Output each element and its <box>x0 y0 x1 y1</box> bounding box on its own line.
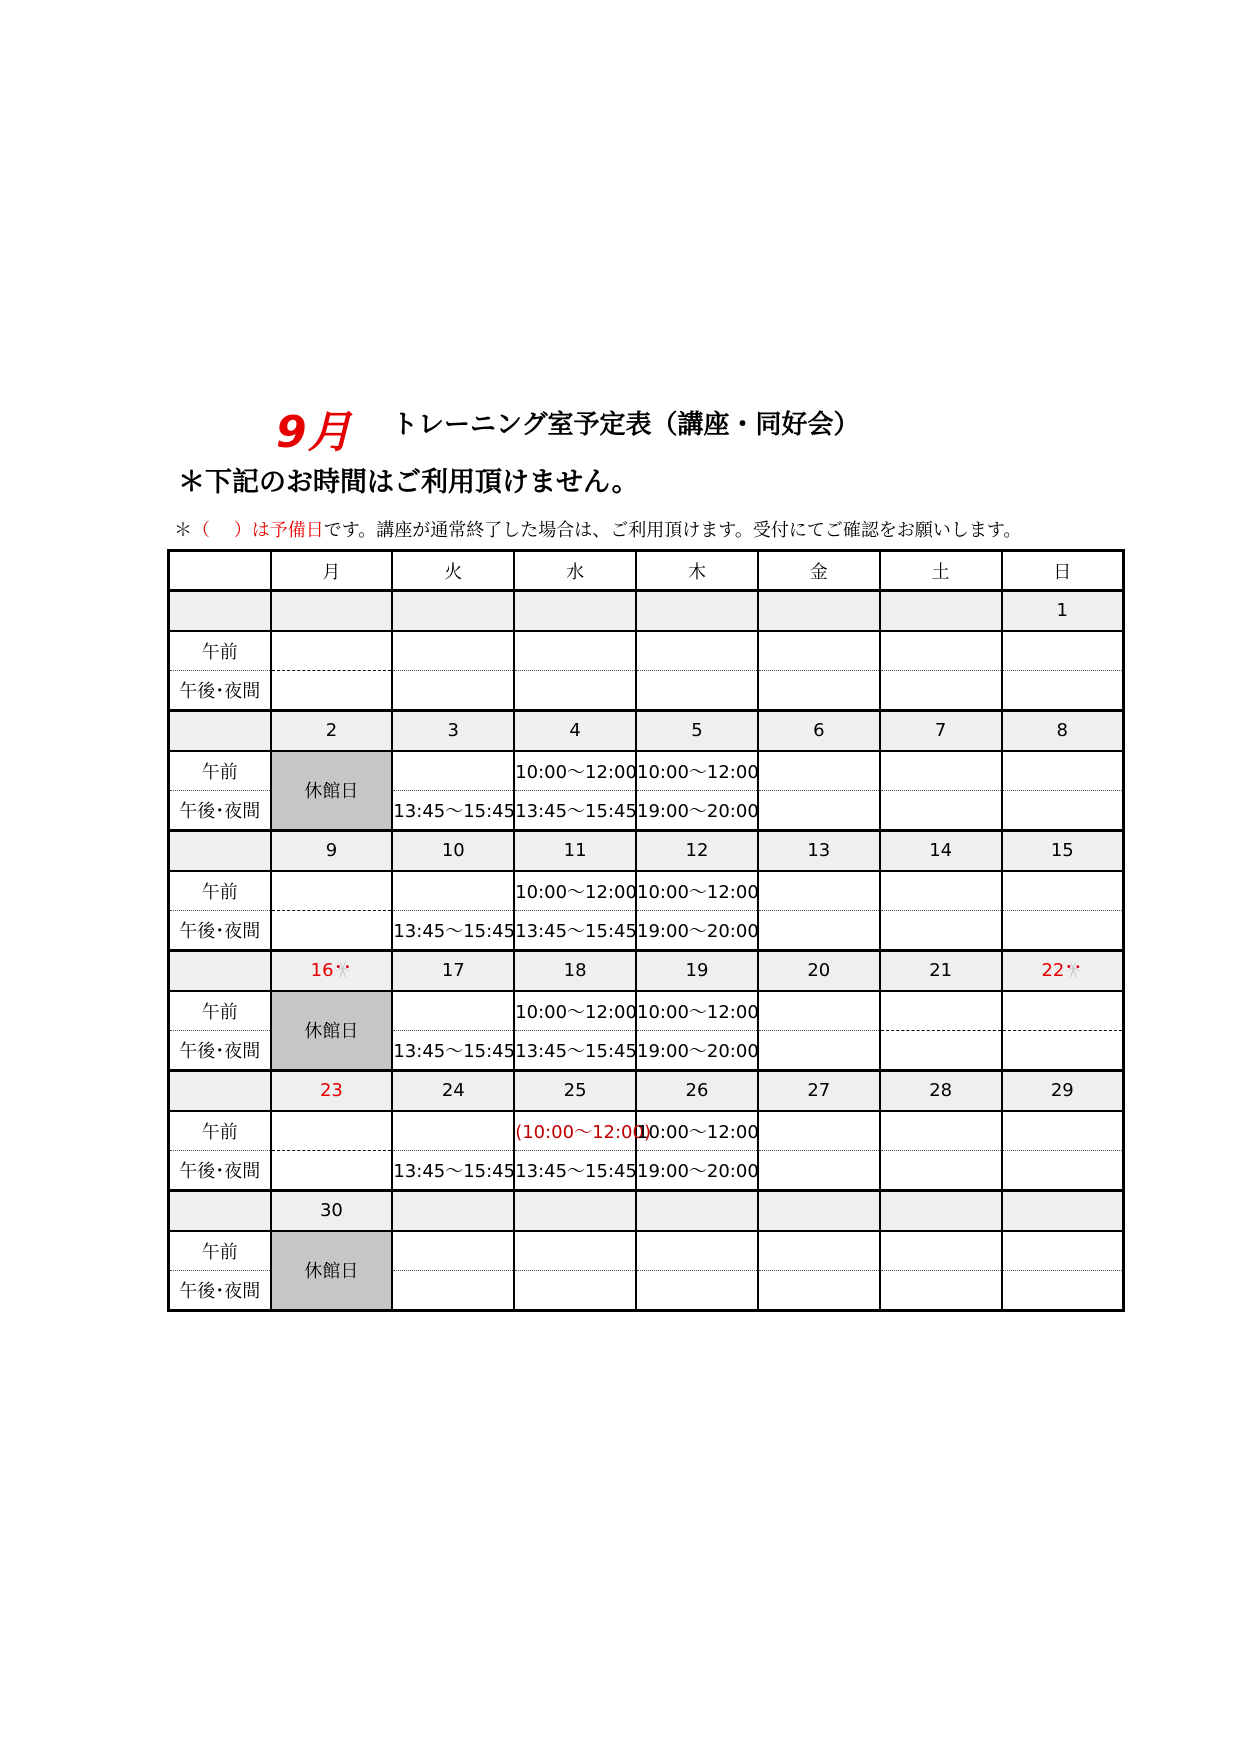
date-cell <box>392 1071 514 1111</box>
date-number: 3 <box>447 720 459 742</box>
date-cell <box>880 591 1002 631</box>
date-number: 29 <box>1050 1080 1074 1102</box>
date-number: 21 <box>929 960 953 982</box>
time-slot-cell <box>392 751 514 791</box>
closed-day-cell: 休館日 <box>271 991 393 1071</box>
time-slot-cell: 19:00～20:00 <box>636 911 758 951</box>
date-cell <box>636 1191 758 1231</box>
time-slot-cell: 13:45～15:45 <box>392 1031 514 1071</box>
date-cell <box>758 1071 880 1111</box>
date-number: 23 <box>319 1080 343 1102</box>
time-slot-cell <box>880 871 1002 911</box>
date-cell <box>1002 951 1124 991</box>
afternoon-row <box>169 1151 1124 1191</box>
time-slot-cell: 13:45～15:45 <box>514 1031 636 1071</box>
date-cell <box>271 711 393 751</box>
date-number: 18 <box>563 960 587 982</box>
morning-row <box>169 871 1124 911</box>
time-slot-cell <box>758 1111 880 1151</box>
time-slot-cell <box>514 1271 636 1311</box>
date-cell <box>514 591 636 631</box>
time-slot-cell <box>758 791 880 831</box>
morning-row <box>169 1111 1124 1151</box>
date-number: 9 <box>325 840 338 862</box>
afternoon-label: 午後･夜間 <box>169 911 271 951</box>
morning-label: 午前 <box>169 1231 271 1271</box>
date-cell <box>758 591 880 631</box>
time-slot-cell <box>758 1231 880 1271</box>
time-slot-cell <box>392 1231 514 1271</box>
time-slot-cell: 10:00～12:00 <box>514 871 636 911</box>
date-cell <box>1002 591 1124 631</box>
time-slot-cell <box>880 1151 1002 1191</box>
time-slot-cell <box>1002 1031 1124 1071</box>
time-slot-cell <box>758 1031 880 1071</box>
time-slot-cell <box>880 671 1002 711</box>
time-slot-cell <box>1002 911 1124 951</box>
date-cell <box>514 1071 636 1111</box>
afternoon-row <box>169 671 1124 711</box>
time-slot-cell <box>514 671 636 711</box>
weekday-sat: 土 <box>880 551 1002 591</box>
time-slot-cell <box>758 1271 880 1311</box>
note-prefix: ＊ <box>174 520 192 541</box>
schedule-table <box>167 549 1125 1312</box>
date-cell <box>1002 1191 1124 1231</box>
time-slot-cell <box>880 991 1002 1031</box>
date-cell <box>271 1071 393 1111</box>
date-number: 4 <box>569 720 581 742</box>
date-cell <box>636 951 758 991</box>
unavailable-notice: ＊下記のお時間はご利用頂けません。 <box>178 467 639 498</box>
date-cell <box>514 831 636 871</box>
afternoon-label: 午後･夜間 <box>169 671 271 711</box>
time-slot-cell <box>758 911 880 951</box>
date-number: 24 <box>441 1080 465 1102</box>
date-number: 7 <box>934 720 947 742</box>
time-slot-cell <box>758 751 880 791</box>
time-slot-cell: 10:00～12:00 <box>636 1111 758 1151</box>
date-number: 8 <box>1056 720 1068 742</box>
time-slot-cell <box>514 1231 636 1271</box>
date-number: 1 <box>1056 600 1068 622</box>
date-number: 10 <box>441 840 465 862</box>
date-number: 13 <box>807 840 831 862</box>
date-row <box>169 951 1124 991</box>
date-cell <box>271 951 393 991</box>
morning-label: 午前 <box>169 631 271 671</box>
date-cell <box>636 831 758 871</box>
date-number: 5 <box>691 720 703 742</box>
corner-cell <box>169 551 271 591</box>
weekday-fri: 金 <box>758 551 880 591</box>
date-cell <box>392 711 514 751</box>
time-slot-cell: 13:45～15:45 <box>514 791 636 831</box>
date-cell <box>880 1071 1002 1111</box>
date-row <box>169 1071 1124 1111</box>
date-row-label <box>169 591 271 631</box>
time-slot-cell <box>1002 1271 1124 1311</box>
morning-label: 午前 <box>169 751 271 791</box>
date-row-label <box>169 1071 271 1111</box>
time-slot-cell <box>271 871 393 911</box>
morning-label: 午前 <box>169 871 271 911</box>
note-red-text: （ ）は予備日 <box>192 520 324 541</box>
time-slot-cell <box>758 1151 880 1191</box>
time-slot-cell <box>880 1271 1002 1311</box>
date-row-label <box>169 1191 271 1231</box>
time-slot-cell: 13:45～15:45 <box>392 911 514 951</box>
time-slot-cell <box>758 671 880 711</box>
date-cell <box>1002 831 1124 871</box>
date-cell <box>758 1191 880 1231</box>
weekday-mon: 月 <box>271 551 393 591</box>
time-slot-cell <box>271 911 393 951</box>
date-row-label <box>169 831 271 871</box>
date-number: 22 <box>1041 960 1065 982</box>
date-number: 28 <box>929 1080 953 1102</box>
date-cell <box>392 1191 514 1231</box>
time-slot-cell <box>1002 871 1124 911</box>
date-cell <box>392 951 514 991</box>
time-slot-cell <box>392 1111 514 1151</box>
date-row <box>169 591 1124 631</box>
date-cell <box>880 711 1002 751</box>
weekday-thu: 木 <box>636 551 758 591</box>
time-slot-cell <box>271 1111 393 1151</box>
afternoon-label: 午後･夜間 <box>169 1271 271 1311</box>
afternoon-label: 午後･夜間 <box>169 791 271 831</box>
date-number: 2 <box>325 720 338 742</box>
date-number: 16 <box>310 960 334 982</box>
date-cell <box>392 591 514 631</box>
date-cell <box>758 711 880 751</box>
time-slot-cell <box>880 751 1002 791</box>
time-slot-cell <box>1002 1111 1124 1151</box>
date-number: 19 <box>685 960 709 982</box>
time-slot-cell <box>1002 991 1124 1031</box>
time-slot-cell: 10:00～12:00 <box>636 991 758 1031</box>
time-slot-cell <box>1002 1151 1124 1191</box>
date-cell <box>880 1191 1002 1231</box>
time-slot-cell <box>880 1111 1002 1151</box>
date-cell <box>880 831 1002 871</box>
time-slot-cell: 13:45～15:45 <box>392 791 514 831</box>
time-slot-cell: 13:45～15:45 <box>514 911 636 951</box>
date-cell <box>271 1191 393 1231</box>
date-cell <box>636 711 758 751</box>
date-number: 25 <box>563 1080 587 1102</box>
afternoon-label: 午後･夜間 <box>169 1151 271 1191</box>
morning-row <box>169 751 1124 791</box>
time-slot-cell <box>636 1231 758 1271</box>
holiday-flag-icon: 🎌 <box>1064 961 1084 980</box>
date-number: 30 <box>319 1200 343 1222</box>
time-slot-cell <box>758 991 880 1031</box>
date-row-label <box>169 711 271 751</box>
date-number: 6 <box>813 720 825 742</box>
time-slot-cell <box>514 631 636 671</box>
time-slot-cell <box>880 911 1002 951</box>
afternoon-row <box>169 911 1124 951</box>
date-row <box>169 1191 1124 1231</box>
weekday-wed: 水 <box>514 551 636 591</box>
morning-label: 午前 <box>169 1111 271 1151</box>
date-cell <box>636 591 758 631</box>
date-cell <box>514 711 636 751</box>
date-cell <box>636 1071 758 1111</box>
date-cell <box>514 1191 636 1231</box>
time-slot-cell <box>271 631 393 671</box>
time-slot-cell: 13:45～15:45 <box>514 1151 636 1191</box>
time-slot-cell: 19:00～20:00 <box>636 1031 758 1071</box>
page-title: トレーニング室予定表（講座・同好会） <box>392 410 860 440</box>
date-cell <box>514 951 636 991</box>
time-slot-cell <box>271 1151 393 1191</box>
weekday-header-row <box>169 551 1124 591</box>
weekday-tue: 火 <box>392 551 514 591</box>
date-cell <box>758 951 880 991</box>
date-number: 27 <box>807 1080 831 1102</box>
weekday-sun: 日 <box>1002 551 1124 591</box>
time-slot-cell <box>880 1031 1002 1071</box>
date-row <box>169 831 1124 871</box>
time-slot-cell: (10:00～12:00) <box>514 1111 636 1151</box>
date-number: 12 <box>685 840 709 862</box>
date-number: 11 <box>563 840 587 862</box>
time-slot-cell <box>392 631 514 671</box>
time-slot-cell: 10:00～12:00 <box>514 751 636 791</box>
date-cell <box>271 591 393 631</box>
date-row-label <box>169 951 271 991</box>
time-slot-cell <box>880 791 1002 831</box>
time-slot-cell: 19:00～20:00 <box>636 791 758 831</box>
time-slot-cell: 10:00～12:00 <box>636 751 758 791</box>
time-slot-cell <box>636 671 758 711</box>
date-cell <box>758 831 880 871</box>
time-slot-cell <box>636 1271 758 1311</box>
date-cell <box>1002 711 1124 751</box>
closed-day-cell: 休館日 <box>271 751 393 831</box>
time-slot-cell <box>880 631 1002 671</box>
afternoon-label: 午後･夜間 <box>169 1031 271 1071</box>
month-heading: 9月 <box>276 407 353 458</box>
note-text: です。講座が通常終了した場合は、ご利用頂けます。受付にてご確認をお願いします。 <box>323 520 1022 541</box>
time-slot-cell <box>392 991 514 1031</box>
date-row <box>169 711 1124 751</box>
closed-day-cell: 休館日 <box>271 1231 393 1311</box>
date-cell <box>1002 1071 1124 1111</box>
date-number: 14 <box>929 840 953 862</box>
time-slot-cell <box>271 671 393 711</box>
time-slot-cell <box>1002 671 1124 711</box>
time-slot-cell: 10:00～12:00 <box>514 991 636 1031</box>
time-slot-cell <box>758 871 880 911</box>
time-slot-cell <box>636 631 758 671</box>
holiday-flag-icon: 🎌 <box>333 961 353 980</box>
morning-label: 午前 <box>169 991 271 1031</box>
time-slot-cell <box>1002 791 1124 831</box>
time-slot-cell: 10:00～12:00 <box>636 871 758 911</box>
date-cell <box>880 951 1002 991</box>
time-slot-cell <box>1002 751 1124 791</box>
reserve-day-note <box>174 516 1021 542</box>
date-cell <box>392 831 514 871</box>
time-slot-cell <box>1002 1231 1124 1271</box>
morning-row <box>169 991 1124 1031</box>
time-slot-cell <box>1002 631 1124 671</box>
morning-row <box>169 631 1124 671</box>
date-number: 15 <box>1050 840 1074 862</box>
date-number: 26 <box>685 1080 709 1102</box>
morning-row <box>169 1231 1124 1271</box>
time-slot-cell <box>880 1231 1002 1271</box>
date-number: 20 <box>807 960 831 982</box>
time-slot-cell: 19:00～20:00 <box>636 1151 758 1191</box>
time-slot-cell <box>392 1271 514 1311</box>
date-cell <box>271 831 393 871</box>
date-number: 17 <box>441 960 465 982</box>
time-slot-cell <box>758 631 880 671</box>
time-slot-cell <box>392 671 514 711</box>
time-slot-cell <box>392 871 514 911</box>
time-slot-cell: 13:45～15:45 <box>392 1151 514 1191</box>
